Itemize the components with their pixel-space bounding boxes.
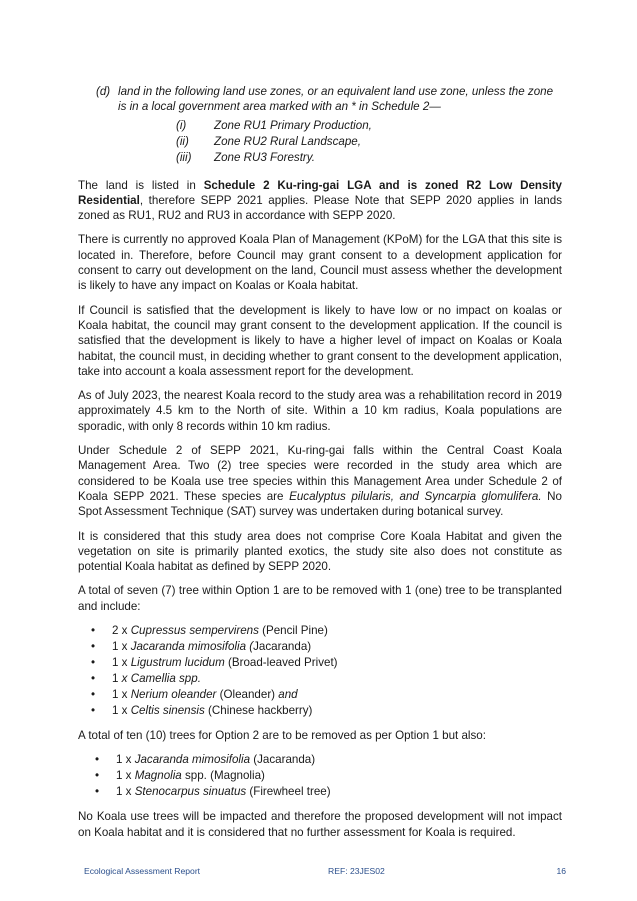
option-2-tree-list [78,752,562,800]
paragraph-option-1: A total of seven (7) tree within Option 1 are to be removed with 1 (one) tree to be transplanted and include: [78,584,562,613]
list-item: • 1 x Jacaranda mimosifolia (Jacaranda) [91,640,312,654]
clause-label: (d) [96,85,111,98]
zone-item [176,134,562,150]
list-item: • 1 x Ligustrum lucidum (Broad-leaved Privet) [91,656,338,670]
option-1-tree-list [78,623,562,719]
paragraph-zoning: The land is listed in Schedule 2 Ku-ring-gai LGA and is zoned R2 Low Density Residential, therefore SEPP 2021 applies. Please Note that SEPP 2020 applies in lands zoned as RU1, RU2 and RU3 in accordance with SEPP 2020. [78,178,562,223]
footer-report-title: Ecological Assessment Report [84,866,201,876]
zone-text: Zone RU1 Primary Production, [214,118,372,132]
paragraph-management-area: Under Schedule 2 of SEPP 2021, Ku-ring-gai falls within the Central Coast Koala Management Area. Two (2) tree species were recorded in the study area which are considered to be Koala use tree species within this Management Area under Schedule 2 of Koala SEPP 2021. These species are Eucalyptus pilularis, and Syncarpia glomulifera. No Spot Assessment Technique (SAT) survey was undertaken during botanical survey. [78,444,563,519]
list-item: • 2 x Cupressus sempervirens (Pencil Pine) [91,624,328,638]
zone-text: Zone RU2 Rural Landscape, [214,134,361,148]
zone-text: Zone RU3 Forestry. [214,150,315,164]
zone-num: (i) [176,118,187,132]
paragraph-conclusion: No Koala use trees will be impacted and therefore the proposed development will not impact on Koala habitat and it is considered that no further assessment for Koala is required. [78,810,562,839]
paragraph-council-assessment: If Council is satisfied that the development is likely to have low or no impact on koalas or Koala habitat, the council may grant consent to the development application. If the council is satisfied that the development is likely to have a higher level of impact on Koalas or Koala habitat, the council must, in deciding whether to grant consent to the development application, take into account a koala assessment report for the development. [78,303,562,378]
zone-num: (iii) [176,150,192,164]
clause-text: land in the following land use zones, or an equivalent land use zone, unless the zone is in a local government area marked with an * in Schedule 2— [118,85,554,114]
list-item: • 1 x Celtis sinensis (Chinese hackberry) [91,704,313,718]
paragraph-kpom: There is currently no approved Koala Plan of Management (KPoM) for the LGA that this site is located in. Therefore, before Council may grant consent to a development application for consent to carry out development on the land, Council must assess whether the development is likely to have any impact on Koalas or Koala habitat. [78,233,562,293]
list-item: • 1 x Jacaranda mimosifolia (Jacaranda) [95,753,316,767]
list-item: • 1 x Stenocarpus sinuatus (Firewheel tree) [95,785,331,799]
page-body [78,84,562,849]
paragraph-option-2: A total of ten (10) trees for Option 2 are to be removed as per Option 1 but also: [78,729,486,743]
list-item: • 1 x Magnolia spp. (Magnolia) [95,769,265,783]
page-number: 16 [556,866,566,876]
paragraph-koala-records: As of July 2023, the nearest Koala record to the study area was a rehabilitation record in 2019 approximately 4.5 km to the North of site. Within a 10 km radius, Koala populations are sporadic, with only 8 records within 10 km radius. [78,389,562,433]
clause-d [96,84,562,115]
footer-reference: REF: 23JES02 [328,866,385,876]
zone-num: (ii) [176,134,189,148]
zone-list [176,118,562,166]
list-item: • 1 x Camellia spp. [91,672,201,686]
paragraph-habitat: It is considered that this study area does not comprise Core Koala Habitat and given the vegetation on site is primarily planted exotics, the study site also does not constitute as potential Koala habitat as defined by SEPP 2020. [78,529,562,574]
schedule-highlight: Schedule 2 Ku-ring-gai LGA and is zoned R2 Low Density Residential [78,178,562,207]
zone-item [176,118,562,134]
species-names: Eucalyptus pilularis, and Syncarpia glomulifera. [289,489,542,503]
zone-item [176,150,562,166]
list-item: • 1 x Nerium oleander (Oleander) and [91,688,298,702]
